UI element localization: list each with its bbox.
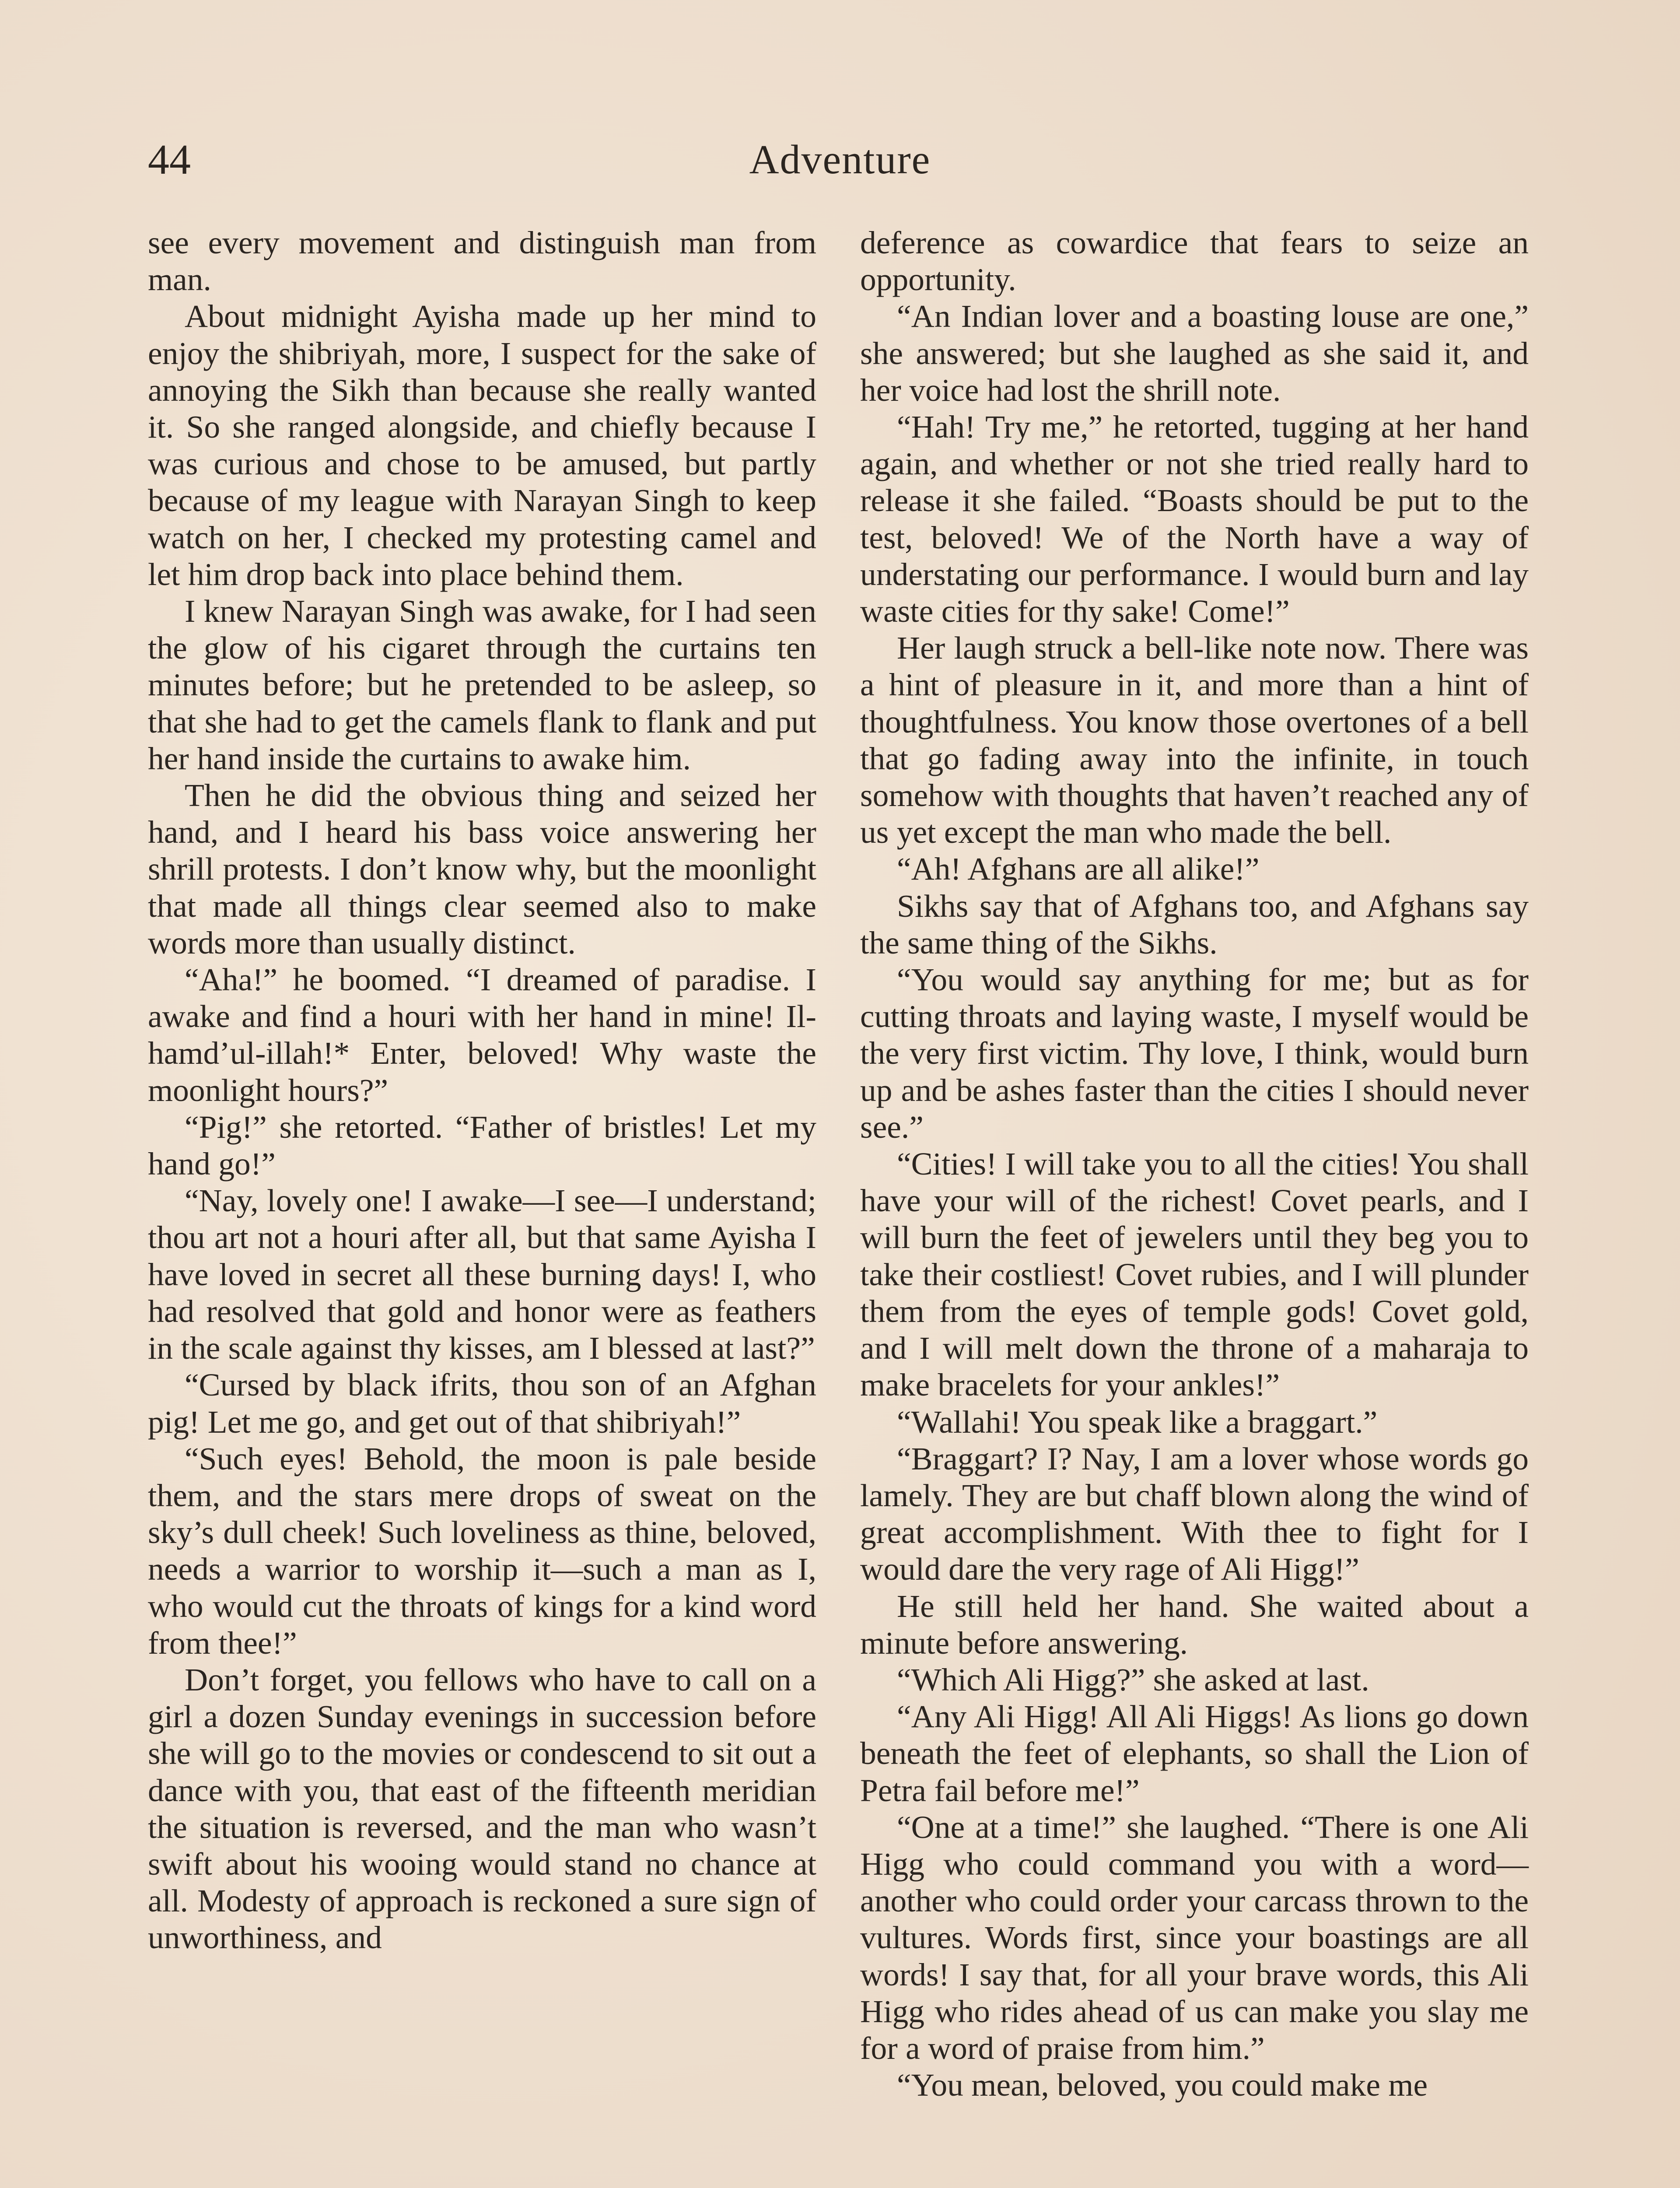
left-column [148, 224, 816, 1957]
paragraph: “Which Ali Higg?” she asked at last. [897, 1662, 1369, 1697]
paragraph: “You would say anything for me; but as for cutting throats and laying waste, I myself would be the very first victim. Thy love, I think, would burn up and be ashes faster than the cities I should never see.” [860, 962, 1529, 1145]
paragraph: “Such eyes! Behold, the moon is pale beside them, and the stars mere drops of sweat on the sky’s dull cheek! Such loveliness as thine, beloved, needs a warrior to worship it—such a man as I, who would cut the throats of kings for a kind word from thee!” [148, 1441, 816, 1661]
paragraph: “You mean, beloved, you could make me [897, 2067, 1428, 2103]
paragraph: see every movement and distinguish man from man. [148, 225, 816, 298]
page-number: 44 [148, 136, 191, 183]
page-header [148, 131, 1532, 188]
paragraph: “Any Ali Higg! All Ali Higgs! As lions go down beneath the feet of elephants, so shall the Lion of Petra fail before me!” [860, 1699, 1529, 1808]
paragraph: I knew Narayan Singh was awake, for I had seen the glow of his cigaret through the curtains ten minutes before; but he pretended to be asleep, so that she had to get the camels flank to flank and put her hand inside the curtains to awake him. [148, 593, 816, 776]
paragraph: He still held her hand. She waited about a minute before answering. [860, 1588, 1529, 1661]
right-column [860, 224, 1529, 2104]
paragraph: “Ah! Afghans are all alike!” [897, 851, 1260, 887]
paragraph: “Aha!” he boomed. “I dreamed of paradise. I awake and find a houri with her hand in mine! Il-hamd’ul-illah!* Enter, beloved! Why waste the moonlight hours?” [148, 962, 816, 1108]
paragraph: “Braggart? I? Nay, I am a lover whose words go lamely. They are but chaff blown along the wind of great accomplishment. With thee to fight for I would dare the very rage of Ali Higg!” [860, 1441, 1529, 1587]
paragraph: “An Indian lover and a boasting louse are one,” she answered; but she laughed as she said it, and her voice had lost the shrill note. [860, 298, 1529, 408]
paragraph: Sikhs say that of Afghans too, and Afghans say the same thing of the Sikhs. [860, 888, 1529, 961]
paragraph: “Hah! Try me,” he retorted, tugging at her hand again, and whether or not she tried really hard to release it she failed. “Boasts should be put to the test, beloved! We of the North have a way of understating our performance. I would burn and lay waste cities for thy sake! Come!” [860, 409, 1529, 629]
paragraph: “Wallahi! You speak like a braggart.” [897, 1404, 1378, 1440]
paragraph: “Cursed by black ifrits, thou son of an Afghan pig! Let me go, and get out of that shibriyah!” [148, 1367, 816, 1440]
paragraph: “One at a time!” she laughed. “There is one Ali Higg who could command you with a word—another who could order your carcass thrown to the vultures. Words first, since your boastings are all words! I say that, for all your brave words, this Ali Higg who rides ahead of us can make you slay me for a word of praise from him.” [860, 1809, 1529, 2066]
paragraph: “Cities! I will take you to all the cities! You shall have your will of the richest! Covet pearls, and I will burn the feet of jewelers until they beg you to take their costliest! Covet rubies, and I will plunder them from the eyes of temple gods! Covet gold, and I will melt down the throne of a maharaja to make bracelets for your ankles!” [860, 1146, 1529, 1403]
paragraph: Don’t forget, you fellows who have to call on a girl a dozen Sunday evenings in succession before she will go to the movies or condescend to sit out a dance with you, that east of the fifteenth meridian the situation is reversed, and the man who wasn’t swift about his wooing would stand no chance at all. Modesty of approach is reckoned a sure sign of unworthiness, and [148, 1662, 816, 1956]
paragraph: “Pig!” she retorted. “Father of bristles! Let my hand go!” [148, 1109, 816, 1182]
running-head: Adventure [749, 137, 931, 182]
paragraph: Then he did the obvious thing and seized her hand, and I heard his bass voice answering her shrill protests. I don’t know why, but the moonlight that made all things clear seemed also to make words more than usually distinct. [148, 778, 816, 961]
paragraph: About midnight Ayisha made up her mind to enjoy the shibriyah, more, I suspect for the sake of annoying the Sikh than because she really wanted it. So she ranged alongside, and chiefly because I was curious and chose to be amused, but partly because of my league with Narayan Singh to keep watch on her, I checked my protesting camel and let him drop back into place behind them. [148, 298, 816, 592]
paragraph: deference as cowardice that fears to seize an opportunity. [860, 225, 1529, 298]
paragraph: “Nay, lovely one! I awake—I see—I understand; thou art not a houri after all, but that same Ayisha I have loved in secret all these burning days! I, who had resolved that gold and honor were as feathers in the scale against thy kisses, am I blessed at last?” [148, 1183, 816, 1366]
paragraph: Her laugh struck a bell-like note now. There was a hint of pleasure in it, and more than a hint of thoughtfulness. You know those overtones of a bell that go fading away into the infinite, in touch somehow with thoughts that haven’t reached any of us yet except the man who made the bell. [860, 630, 1529, 850]
